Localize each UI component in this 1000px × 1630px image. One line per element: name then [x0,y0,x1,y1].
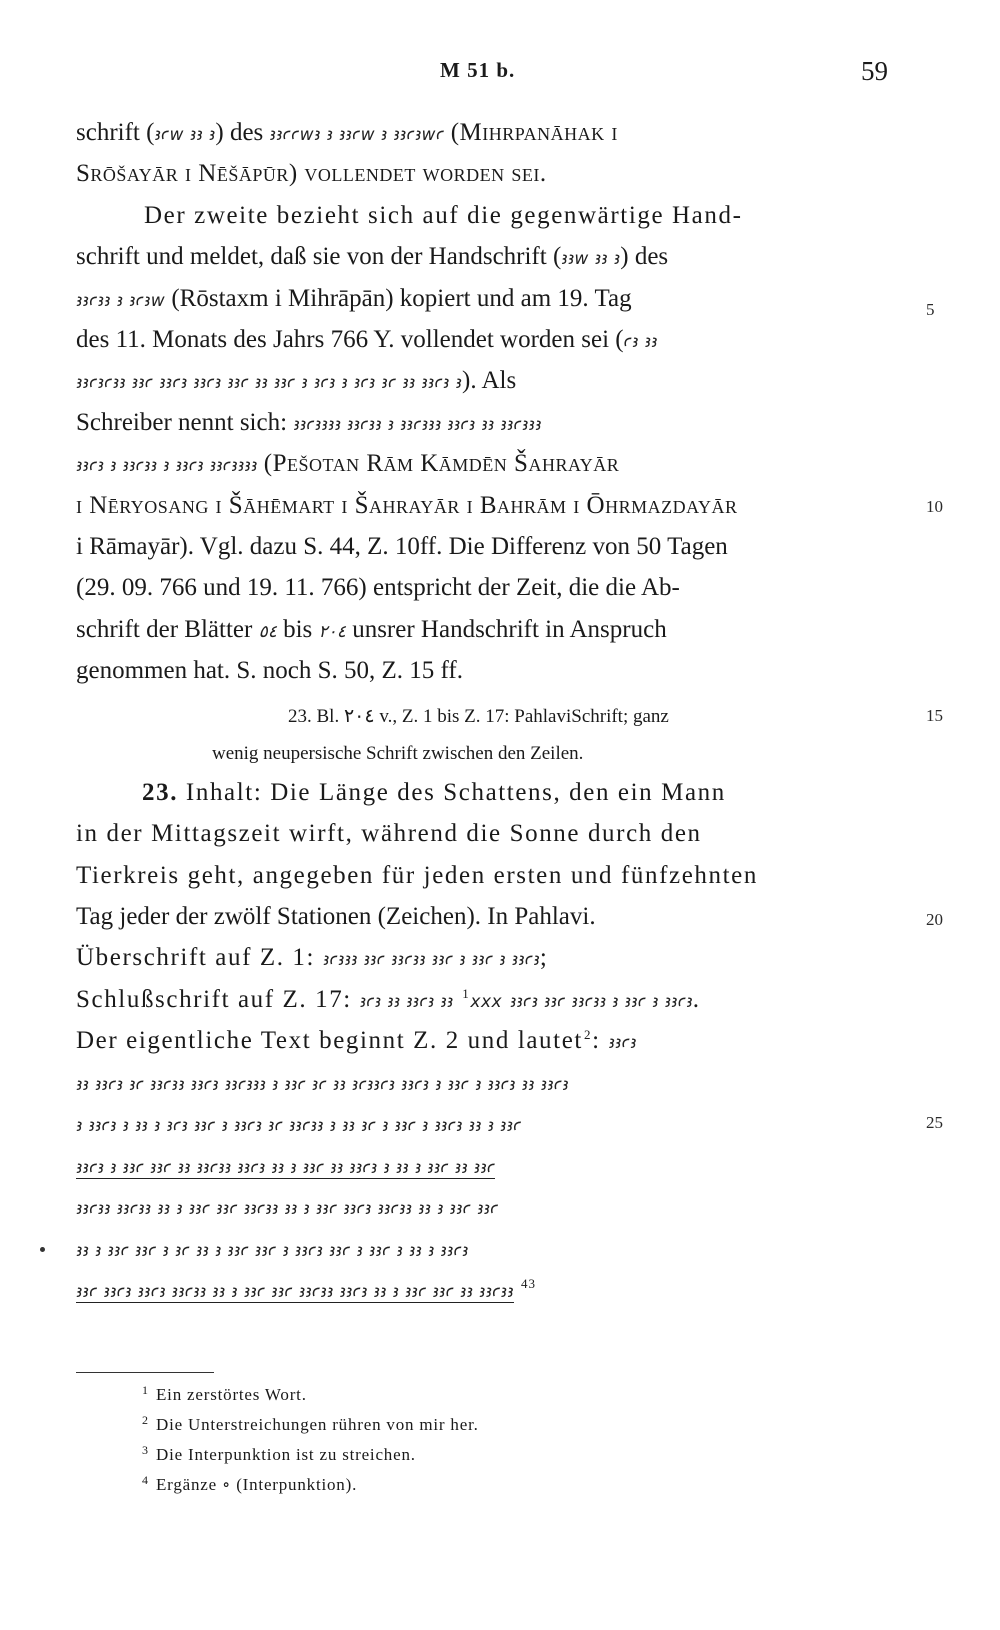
text-line: 23. Inhalt: Die Länge des Schattens, den ein Mann [142,779,726,806]
pahlavi-script: ꜣꜣꜥꜣꜣ ꜣ ꜣꜥꜣw [76,291,166,311]
pahlavi-line: ꜣꜣ ꜣ ꜣꜣꜥ ꜣꜣꜥ ꜣ ꜣꜥ ꜣꜣ ꜣ ꜣꜣꜥ ꜣꜣꜥ ꜣ ꜣꜣꜥꜣ ꜣꜣꜥ ꜣ ꜣꜣꜥ ꜣ ꜣꜣ ꜣ ꜣꜣꜥꜣ [76,1241,469,1261]
manuscript-signature: M 51 b. [440,58,516,82]
line-number: 25 [926,1113,943,1132]
text-line: 23. Bl. ٢٠٤ v., Z. 1 bis Z. 17: PahlaviSchrift; ganz [288,706,669,727]
text-line: Der eigentliche Text beginnt Z. 2 und lautet$^2$: ꜣꜣꜥꜣ [76,1027,637,1054]
pahlavi-line: ꜣꜣꜥꜣꜣ ꜣꜣꜥꜣꜣ ꜣꜣ ꜣ ꜣꜣꜥ ꜣꜣꜥ ꜣꜣꜥꜣꜣ ꜣꜣ ꜣ ꜣꜣꜥ ꜣꜣꜥꜣ ꜣꜣꜥꜣꜣ ꜣꜣ ꜣ ꜣꜣꜥ ꜣꜣꜥ [76,1199,499,1219]
text-line: Tag jeder der zwölf Stationen (Zeichen). In Pahlavi. [76,903,596,930]
pahlavi-line: ꜣ ꜣꜣꜥꜣ ꜣ ꜣꜣ ꜣ ꜣꜥꜣ ꜣꜣꜥ ꜣ ꜣꜣꜥꜣ ꜣꜥ ꜣꜣꜥꜣꜣ ꜣ ꜣꜣ ꜣꜥ ꜣ ꜣꜣꜥ ꜣ ꜣꜣꜥꜣ ꜣꜣ ꜣ ꜣꜣꜥ [76,1116,522,1136]
page-header [0,58,1000,98]
text-line: in der Mittagszeit wirft, während die Sonne durch den [76,820,702,847]
text-line: des 11. Monats des Jahrs 766 Y. vollendet worden sei (ꜥꜣ ꜣꜣ [76,326,658,353]
text-line: genommen hat. S. noch S. 50, Z. 15 ff. [76,657,463,684]
text-line: schrift (ꜣꜥw ꜣꜣ ꜣ) des ꜣꜣꜥꜥwꜣ ꜣ ꜣꜣꜥw ꜣ ꜣꜣꜥꜣwꜥ (Mihrpanāhak i [76,119,618,146]
text-line: Srōšayār i Nēšāpūr) vollendet worden sei. [76,160,547,187]
text-line: Schlußschrift auf Z. 17: ꜣꜥꜣ ꜣꜣ ꜣꜣꜥꜣ ꜣꜣ $^1$xxx ꜣꜣꜥꜣ ꜣꜣꜥ ꜣꜣꜥꜣꜣ ꜣ ꜣꜣꜥ ꜣ ꜣꜣꜥꜣ. [76,986,701,1013]
text-line: ꜣꜣꜥꜣ ꜣ ꜣꜣꜥꜣꜣ ꜣ ꜣꜣꜥꜣ ꜣꜣꜥꜣꜣꜣꜣ (Pešotan Rām Kāmdēn Šahrayār [76,450,620,477]
line-number: 5 [926,300,935,319]
pahlavi-script: ꜣꜣꜥꜣ ꜣ ꜣꜣꜥꜣꜣ ꜣ ꜣꜣꜥꜣ ꜣꜣꜥꜣꜣꜣꜣ [76,456,258,476]
page-number: 59 [861,56,888,86]
pahlavi-line: ꜣꜣꜥꜣ ꜣ ꜣꜣꜥ ꜣꜣꜥ ꜣꜣ ꜣꜣꜥꜣꜣ ꜣꜣꜥꜣ ꜣꜣ ꜣ ꜣꜣꜥ ꜣꜣ ꜣꜣꜥꜣ ꜣ ꜣꜣ ꜣ ꜣꜣꜥ ꜣꜣ ꜣꜣꜥ [76,1158,496,1178]
line-number: 10 [926,497,943,516]
pahlavi-script: ꜣꜥw ꜣꜣ ꜣ [154,125,216,145]
text-line: i Nēryosang i Šāhēmart i Šahrayār i Bahrām i Ōhrmazdayār [76,492,738,519]
pahlavi-script: ꜣꜣꜥꜣꜥꜣꜣ ꜣꜣꜥ ꜣꜣꜥꜣ ꜣꜣꜥꜣ ꜣꜣꜥ ꜣꜣ ꜣꜣꜥ ꜣ ꜣꜥꜣ ꜣ ꜣꜥꜣ ꜣꜥ ꜣꜣ ꜣꜣꜥꜣ ꜣ [76,373,462,393]
folio-number: ٢٠٤ [318,622,346,642]
text-line: ꜣꜣꜥꜣꜥꜣꜣ ꜣꜣꜥ ꜣꜣꜥꜣ ꜣꜣꜥꜣ ꜣꜣꜥ ꜣꜣ ꜣꜣꜥ ꜣ ꜣꜥꜣ ꜣ ꜣꜥꜣ ꜣꜥ ꜣꜣ ꜣꜣꜥꜣ ꜣ). Als [76,367,517,394]
pahlavi-line: ꜣꜣꜥ ꜣꜣꜥꜣ ꜣꜣꜥꜣ ꜣꜣꜥꜣꜣ ꜣꜣ ꜣ ꜣꜣꜥ ꜣꜣꜥ ꜣꜣꜥꜣꜣ ꜣꜣꜥꜣ ꜣꜣ ꜣ ꜣꜣꜥ ꜣꜣꜥ ꜣꜣ ꜣꜣꜥꜣꜣ $^{43}$ [76,1276,536,1302]
pahlavi-script: ꜣꜣꜥꜣꜣꜣꜣ ꜣꜣꜥꜣꜣ ꜣ ꜣꜣꜥꜣꜣꜣ ꜣꜣꜥꜣ ꜣꜣ ꜣꜣꜥꜣꜣꜣ [293,415,542,435]
text-line: wenig neupersische Schrift zwischen den Zeilen. [212,743,584,764]
text-line: Überschrift auf Z. 1: ꜣꜥꜣꜣꜣ ꜣꜣꜥ ꜣꜣꜥꜣꜣ ꜣꜣꜥ ꜣ ꜣꜣꜥ ꜣ ꜣꜣꜥꜣ; [76,944,549,971]
text-line: i Rāmayār). Vgl. dazu S. 44, Z. 10ff. Die Differenz von 50 Tagen [76,533,728,560]
folio-number: ٥٤ [258,622,277,642]
footnote-separator [76,1372,214,1373]
footnote: 4 Ergänze ∘ (Interpunktion). [142,1473,358,1494]
margin-dot [40,1247,45,1252]
text-line: Tierkreis geht, angegeben für jeden ersten und fünfzehnten [76,862,758,889]
pahlavi-script: ꜣꜣꜥꜥwꜣ ꜣ ꜣꜣꜥw ꜣ ꜣꜣꜥꜣwꜥ [269,125,445,145]
line-number: 15 [926,706,943,725]
text-line: Schreiber nennt sich: ꜣꜣꜥꜣꜣꜣꜣ ꜣꜣꜥꜣꜣ ꜣ ꜣꜣꜥꜣꜣꜣ ꜣꜣꜥꜣ ꜣꜣ ꜣꜣꜥꜣꜣꜣ [76,409,542,436]
pahlavi-line: ꜣꜣ ꜣꜣꜥꜣ ꜣꜥ ꜣꜣꜥꜣꜣ ꜣꜣꜥꜣ ꜣꜣꜥꜣꜣꜣ ꜣ ꜣꜣꜥ ꜣꜥ ꜣꜣ ꜣꜥꜣꜣꜥꜣ ꜣꜣꜥꜣ ꜣ ꜣꜣꜥ ꜣ ꜣꜣꜥꜣ ꜣꜣ ꜣꜣꜥꜣ [76,1075,569,1095]
text-line: schrift der Blätter ٥٤ bis ٢٠٤ unsrer Handschrift in Anspruch [76,616,667,643]
footnote: 1 Ein zerstörtes Wort. [142,1383,307,1404]
pahlavi-script: ꜣꜥꜣ ꜣꜣ ꜣꜣꜥꜣ ꜣꜣ [359,992,454,1012]
text-line: ꜣꜣꜥꜣꜣ ꜣ ꜣꜥꜣw (Rōstaxm i Mihrāpān) kopiert und am 19. Tag [76,285,632,312]
footnote: 2 Die Unterstreichungen rühren von mir her. [142,1413,479,1434]
line-number: 20 [926,910,943,929]
pahlavi-script: ꜣꜣw ꜣꜣ ꜣ [561,249,621,269]
pahlavi-script: ꜣꜣꜥꜣ ꜣꜣꜥ ꜣꜣꜥꜣꜣ ꜣ ꜣꜣꜥ ꜣ ꜣꜣꜥꜣ [509,992,693,1012]
footnote: 3 Die Interpunktion ist zu streichen. [142,1443,416,1464]
text-line: schrift und meldet, daß sie von der Handschrift (ꜣꜣw ꜣꜣ ꜣ) des [76,243,669,270]
pahlavi-script: ꜣꜥꜣꜣꜣ ꜣꜣꜥ ꜣꜣꜥꜣꜣ ꜣꜣꜥ ꜣ ꜣꜣꜥ ꜣ ꜣꜣꜥꜣ [322,950,540,970]
pahlavi-script: ꜥꜣ ꜣꜣ [623,332,658,352]
text-line: Der zweite bezieht sich auf die gegenwärtige Hand- [144,202,743,229]
pahlavi-script: ꜣꜣꜥꜣ [608,1033,637,1053]
text-line: (29. 09. 766 und 19. 11. 766) entspricht der Zeit, die die Ab- [76,574,680,601]
